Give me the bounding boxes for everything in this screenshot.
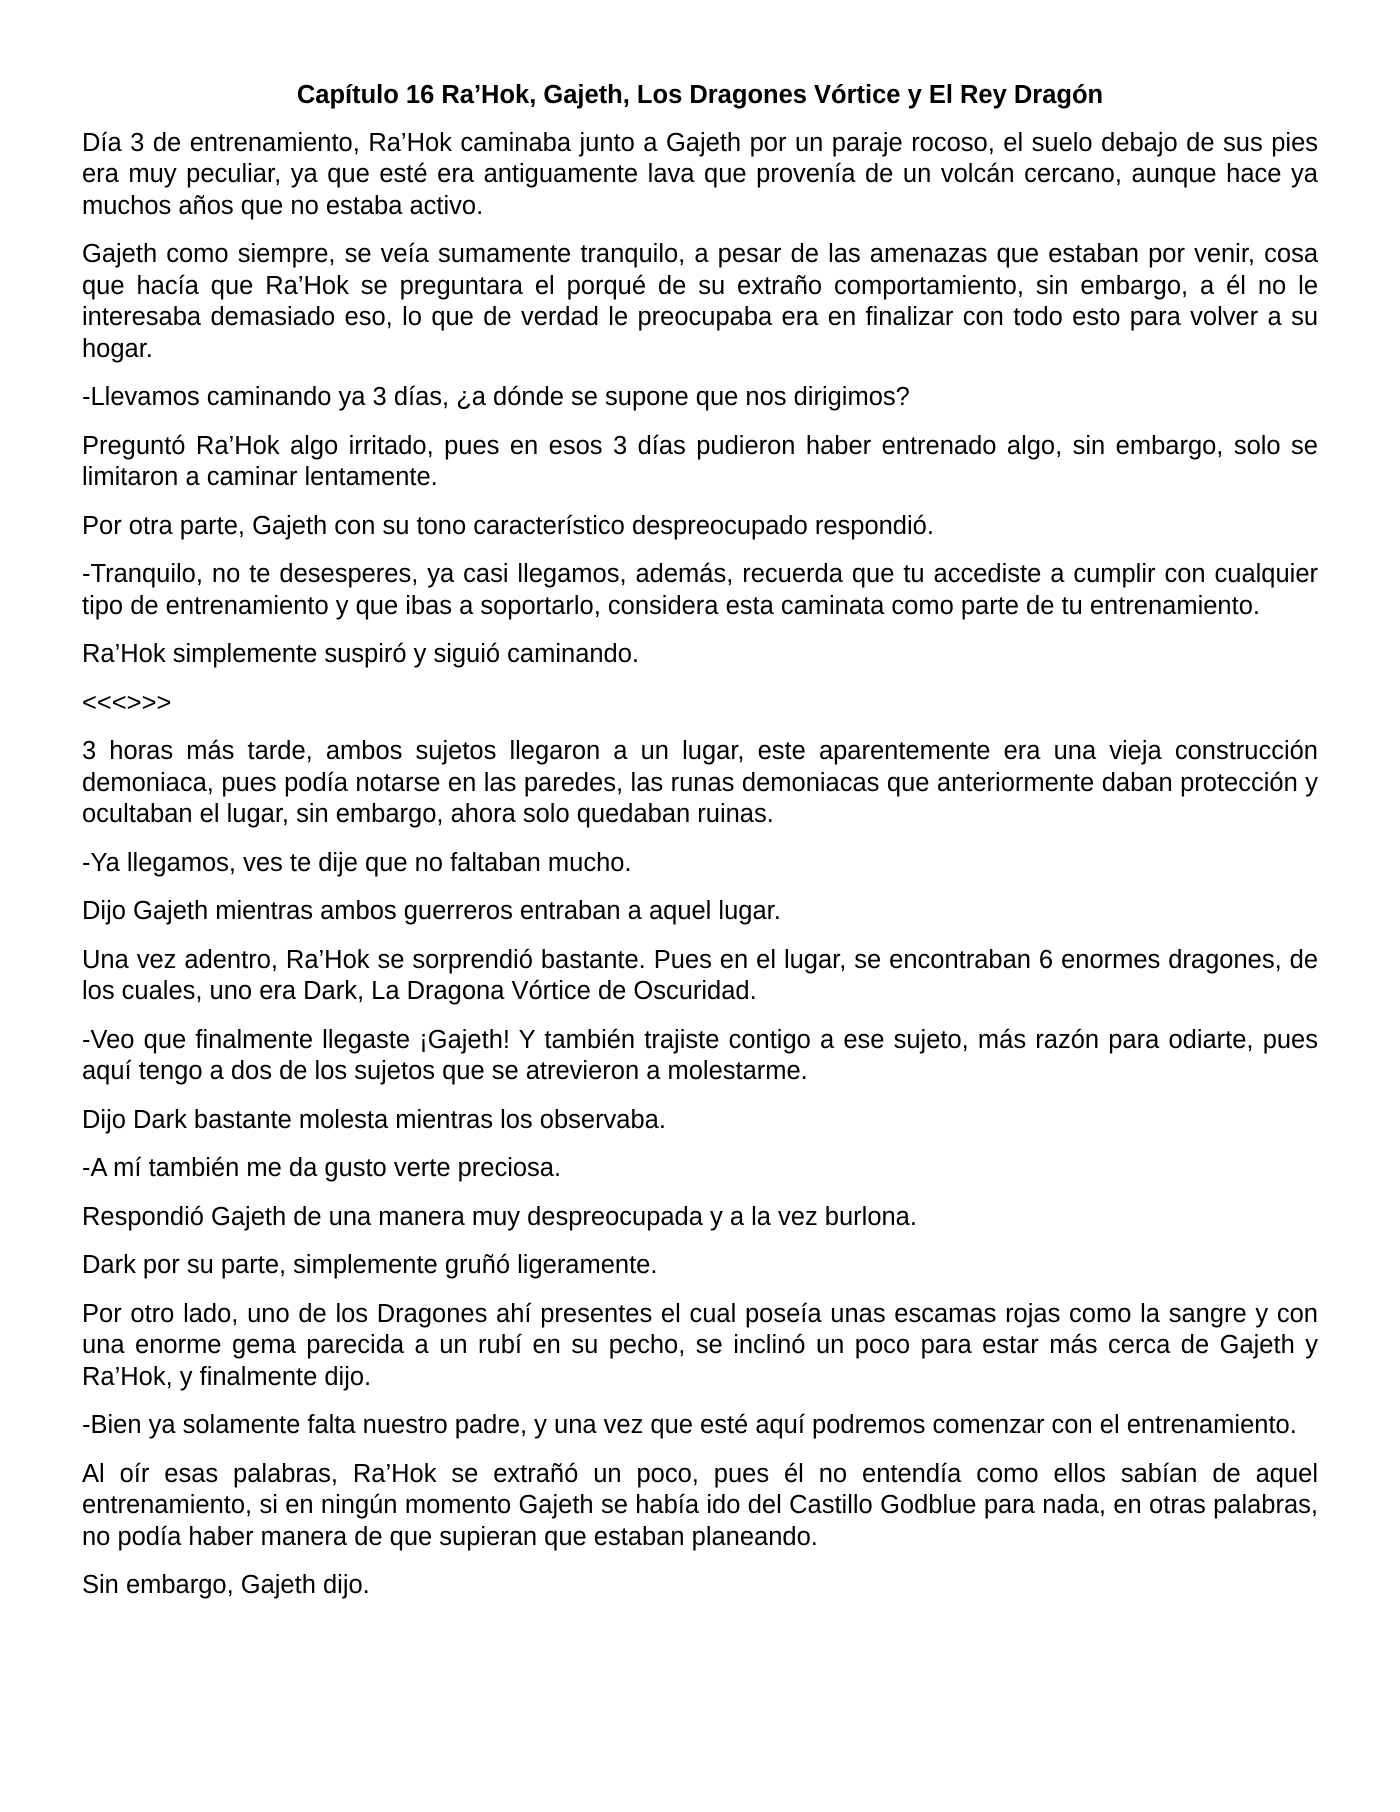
paragraph-15: -A mí también me da gusto verte preciosa. [82,1154,562,1182]
paragraph-6: -Tranquilo, no te desesperes, ya casi llegamos, además, recuerda que tu accediste a cumplir con cualquier tipo de entrenamiento y que ibas a soportarlo, considera esta caminata como parte de tu entrenamiento. [82,560,1318,620]
chapter-title: Capítulo 16 Ra’Hok, Gajeth, Los Dragones Vórtice y El Rey Dragón [296,81,1104,109]
paragraph-7: Ra’Hok simplemente suspiró y siguió caminando. [82,640,640,668]
paragraph-19: -Bien ya solamente falta nuestro padre, y una vez que esté aquí podremos comenzar con el entrenamiento. [82,1411,1297,1439]
paragraph-5: Por otra parte, Gajeth con su tono característico despreocupado respondió. [82,511,934,540]
paragraph-17: Dark por su parte, simplemente gruñó ligeramente. [82,1251,658,1279]
paragraph-21: Sin embargo, Gajeth dijo. [82,1571,370,1599]
paragraph-1: Día 3 de entrenamiento, Ra’Hok caminaba junto a Gajeth por un paraje rocoso, el suelo debajo de sus pies era muy peculiar, ya que esté era antiguamente lava que provenía de un volcán cercano, aunque hace ya muchos años que no estaba activo. [82,128,1318,220]
paragraph-16: Respondió Gajeth de una manera muy despreocupada y a la vez burlona. [82,1202,917,1231]
paragraph-3: -Llevamos caminando ya 3 días, ¿a dónde se supone que nos dirigimos? [82,383,910,411]
paragraph-2: Gajeth como siempre, se veía sumamente tranquilo, a pesar de las amenazas que estaban por venir, cosa que hacía que Ra’Hok se preguntara el porqué de su extraño comportamiento, sin embargo, a él no le interesaba demasiado eso, lo que de verdad le preocupaba era en finalizar con todo esto para volver a su hogar. [82,240,1318,363]
document-page [82,80,1318,1619]
paragraph-9: 3 horas más tarde, ambos sujetos llegaron a un lugar, este aparentemente era una vieja construcción demoniaca, pues podía notarse en las paredes, las runas demoniacas que anteriormente daban protección y ocultaban el lugar, sin embargo, ahora solo quedaban ruinas. [82,737,1318,828]
paragraph-11: Dijo Gajeth mientras ambos guerreros entraban a aquel lugar. [82,897,781,925]
paragraph-13: -Veo que finalmente llegaste ¡Gajeth! Y también trajiste contigo a ese sujeto, más razón para odiarte, pues aquí tengo a dos de los sujetos que se atrevieron a molestarme. [82,1025,1318,1085]
paragraph-4: Preguntó Ra’Hok algo irritado, pues en esos 3 días pudieron haber entrenado algo, sin embargo, solo se limitaron a caminar lentamente. [82,431,1318,491]
scene-separator: <<<>>> [82,688,172,717]
paragraph-18: Por otro lado, uno de los Dragones ahí presentes el cual poseía unas escamas rojas como la sangre y con una enorme gema parecida a un rubí en su pecho, se inclinó un poco para estar más cerca de Gajeth y Ra’Hok, y finalmente dijo. [82,1299,1318,1391]
paragraph-20: Al oír esas palabras, Ra’Hok se extrañó un poco, pues él no entendía como ellos sabían de aquel entrenamiento, si en ningún momento Gajeth se había ido del Castillo Godblue para nada, en otras palabras, no podía haber manera de que supieran que estaban planeando. [82,1459,1318,1551]
paragraph-14: Dijo Dark bastante molesta mientras los observaba. [82,1105,666,1134]
paragraph-10: -Ya llegamos, ves te dije que no faltaban mucho. [82,848,632,877]
paragraph-12: Una vez adentro, Ra’Hok se sorprendió bastante. Pues en el lugar, se encontraban 6 enormes dragones, de los cuales, uno era Dark, La Dragona Vórtice de Oscuridad. [82,945,1318,1005]
